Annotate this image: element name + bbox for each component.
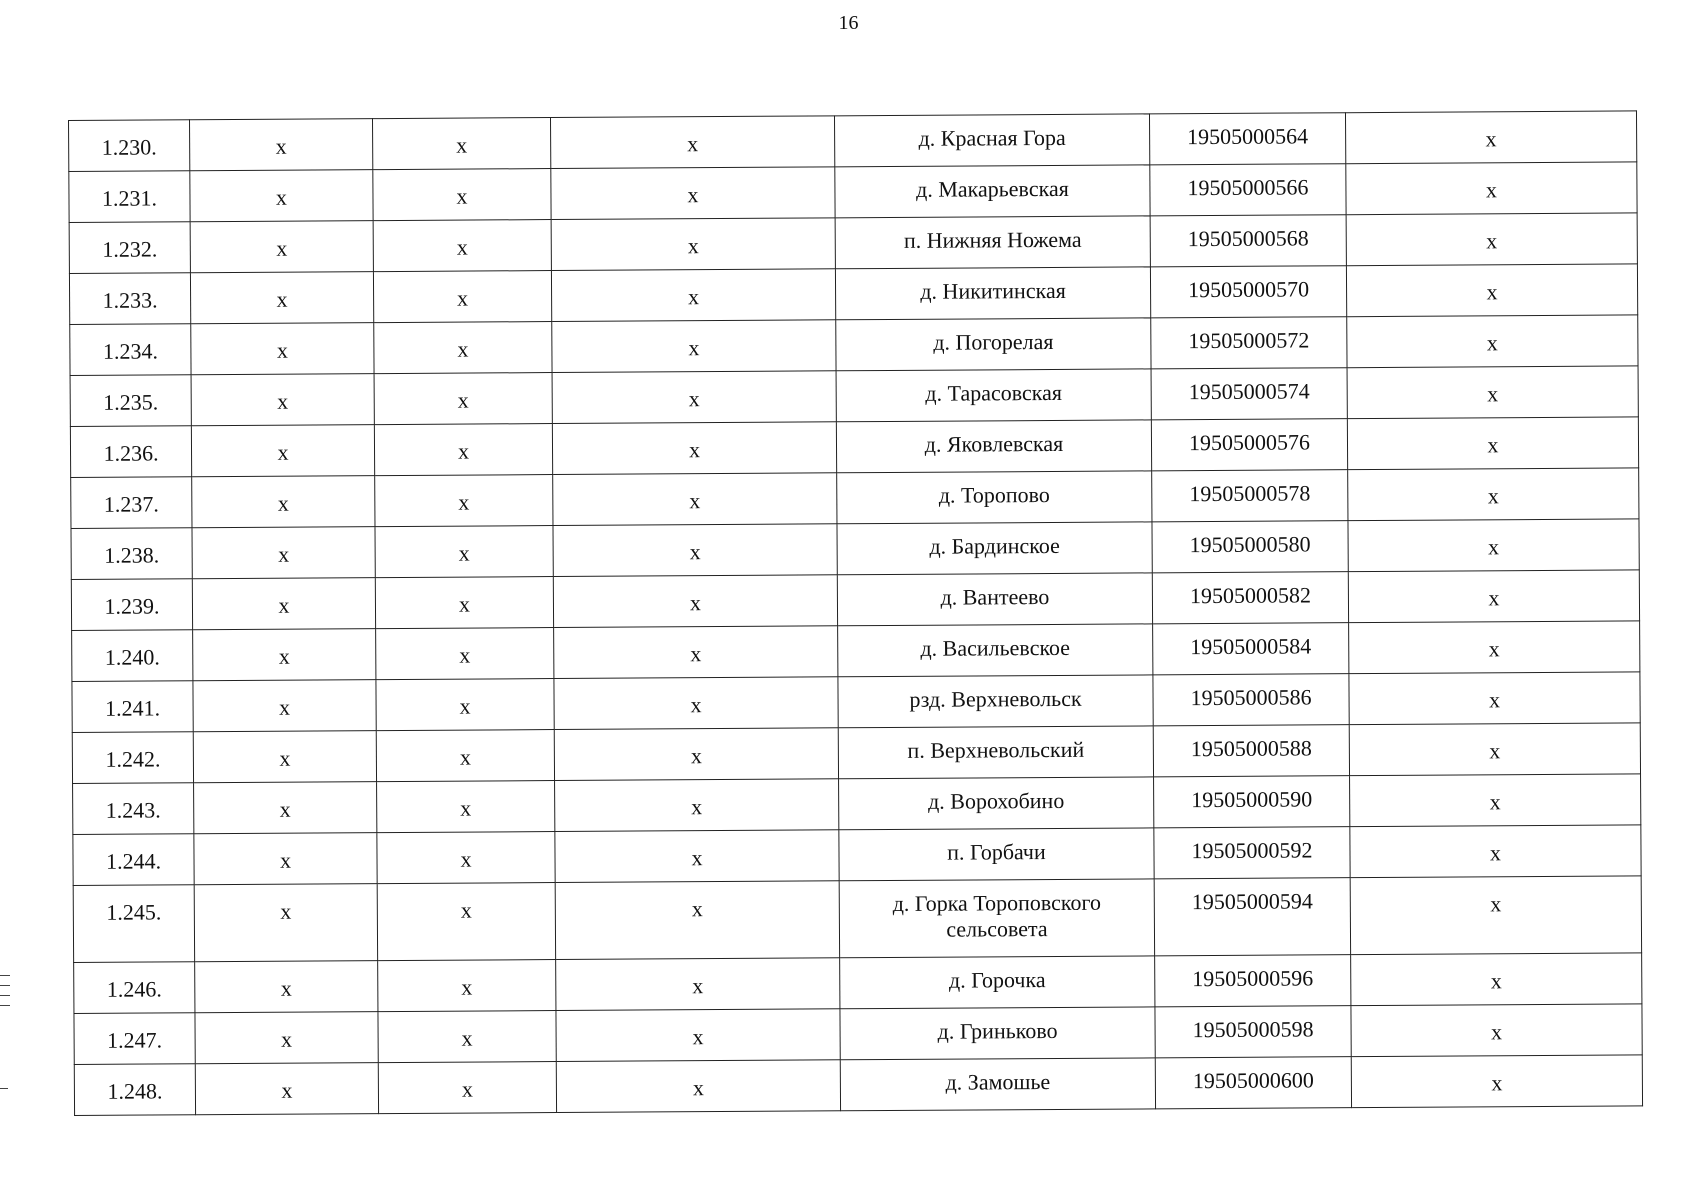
x-cell-2: х [194,884,377,962]
x-cell-2: х [193,680,376,732]
x-cell-4: х [552,320,836,373]
settlement-name-cell: п. Верхневольский [838,726,1153,779]
row-number-cell: 1.241. [72,681,193,733]
page-number: 16 [838,12,859,34]
x-cell-3: х [376,730,554,782]
x-cell-4: х [554,728,838,781]
oktmo-code-cell: 19505000584 [1153,623,1349,675]
x-cell-7: х [1351,1004,1642,1057]
x-cell-4: х [551,269,835,322]
oktmo-code-cell: 19505000592 [1154,827,1350,879]
x-cell-7: х [1349,723,1640,776]
x-cell-7: х [1349,672,1640,725]
oktmo-code-cell: 19505000590 [1154,776,1350,828]
settlement-name-cell: д. Вантеево [837,573,1152,626]
row-number-cell: 1.245. [73,885,194,963]
oktmo-code-cell: 19505000582 [1152,572,1348,624]
oktmo-code-cell: 19505000580 [1152,521,1348,573]
row-number-cell: 1.243. [73,783,194,835]
settlements-table-wrapper [68,110,1642,1116]
x-cell-3: х [373,220,551,272]
oktmo-code-cell: 19505000576 [1151,419,1347,471]
settlement-name-cell: д. Ворохобино [839,777,1154,830]
settlement-name-cell: д. Горочка [840,956,1155,1009]
oktmo-code-cell: 19505000566 [1150,164,1346,216]
x-cell-2: х [193,629,376,681]
x-cell-2: х [190,119,373,171]
x-cell-2: х [194,782,377,834]
table-row [74,1055,1642,1116]
x-cell-3: х [377,883,555,961]
x-cell-2: х [191,425,374,477]
x-cell-2: х [192,578,375,630]
x-cell-2: х [190,272,373,324]
x-cell-7: х [1346,264,1637,317]
scan-mark [0,995,10,996]
x-cell-7: х [1350,774,1641,827]
x-cell-7: х [1350,876,1641,955]
x-cell-2: х [195,1063,378,1115]
settlements-table [68,110,1643,1116]
oktmo-code-cell: 19505000564 [1149,113,1345,165]
row-number-cell: 1.230. [69,120,190,172]
x-cell-2: х [190,221,373,273]
settlement-name-cell: д. Яковлевская [836,420,1151,473]
settlement-name-cell: рзд. Верхневольск [838,675,1153,728]
x-cell-2: х [195,1012,378,1064]
scan-mark [0,1005,10,1006]
x-cell-7: х [1345,111,1636,164]
x-cell-3: х [378,1011,556,1063]
x-cell-2: х [193,731,376,783]
x-cell-7: х [1347,417,1638,470]
settlement-name-cell: д. Макарьевская [835,165,1150,218]
settlement-name-cell: д. Красная Гора [834,114,1149,167]
x-cell-4: х [555,779,839,832]
settlement-name-cell: д. Бардинское [837,522,1152,575]
settlement-name-cell: д. Горка Тороповского сельсовета [839,879,1154,958]
settlement-name-cell: п. Горбачи [839,828,1154,881]
settlement-name-cell: д. Васильевское [838,624,1153,677]
x-cell-3: х [375,475,553,527]
x-cell-7: х [1348,570,1639,623]
x-cell-3: х [378,1062,556,1114]
row-number-cell: 1.232. [69,222,190,274]
settlement-name-cell: д. Погорелая [836,318,1151,371]
oktmo-code-cell: 19505000594 [1154,878,1350,956]
x-cell-3: х [377,781,555,833]
scan-mark [0,975,10,976]
table-row [73,876,1641,963]
x-cell-3: х [376,628,554,680]
row-number-cell: 1.247. [74,1013,195,1065]
settlement-name-cell: д. Гриньково [840,1007,1155,1060]
row-number-cell: 1.248. [74,1064,195,1116]
x-cell-4: х [552,422,836,475]
x-cell-4: х [556,958,840,1011]
row-number-cell: 1.239. [71,579,192,631]
oktmo-code-cell: 19505000600 [1155,1057,1351,1109]
x-cell-2: х [191,323,374,375]
row-number-cell: 1.235. [70,375,191,427]
row-number-cell: 1.237. [71,477,192,529]
x-cell-3: х [374,424,552,476]
x-cell-3: х [377,832,555,884]
row-number-cell: 1.233. [69,273,190,325]
x-cell-3: х [372,118,550,170]
x-cell-3: х [374,373,552,425]
x-cell-4: х [551,167,835,220]
x-cell-4: х [556,1060,840,1113]
row-number-cell: 1.231. [69,171,190,223]
x-cell-2: х [191,374,374,426]
settlement-name-cell: п. Нижняя Ножема [835,216,1150,269]
x-cell-7: х [1347,315,1638,368]
x-cell-2: х [192,527,375,579]
x-cell-7: х [1351,953,1642,1006]
oktmo-code-cell: 19505000574 [1151,368,1347,420]
row-number-cell: 1.244. [73,834,194,886]
row-number-cell: 1.238. [71,528,192,580]
x-cell-4: х [550,116,834,169]
x-cell-7: х [1346,213,1637,266]
x-cell-3: х [374,322,552,374]
oktmo-code-cell: 19505000568 [1150,215,1346,267]
x-cell-7: х [1347,366,1638,419]
x-cell-4: х [553,473,837,526]
x-cell-2: х [195,961,378,1013]
x-cell-3: х [373,271,551,323]
oktmo-code-cell: 19505000596 [1155,955,1351,1007]
x-cell-4: х [553,575,837,628]
x-cell-4: х [553,524,837,577]
row-number-cell: 1.236. [70,426,191,478]
x-cell-3: х [375,526,553,578]
settlement-name-cell: д. Никитинская [835,267,1150,320]
x-cell-7: х [1348,519,1639,572]
x-cell-3: х [376,679,554,731]
x-cell-2: х [192,476,375,528]
x-cell-4: х [554,626,838,679]
x-cell-7: х [1350,825,1641,878]
oktmo-code-cell: 19505000588 [1153,725,1349,777]
row-number-cell: 1.234. [70,324,191,376]
x-cell-2: х [194,833,377,885]
x-cell-7: х [1351,1055,1642,1108]
x-cell-4: х [555,881,839,960]
oktmo-code-cell: 19505000598 [1155,1006,1351,1058]
x-cell-4: х [552,371,836,424]
scan-mark [0,1088,8,1089]
x-cell-3: х [373,169,551,221]
x-cell-7: х [1349,621,1640,674]
scan-mark [0,985,10,986]
row-number-cell: 1.242. [72,732,193,784]
x-cell-4: х [556,1009,840,1062]
oktmo-code-cell: 19505000570 [1150,266,1346,318]
settlement-name-cell: д. Замошье [840,1058,1155,1111]
x-cell-7: х [1348,468,1639,521]
x-cell-4: х [554,677,838,730]
oktmo-code-cell: 19505000572 [1151,317,1347,369]
settlement-name-cell: д. Тарасовская [836,369,1151,422]
x-cell-4: х [551,218,835,271]
x-cell-4: х [555,830,839,883]
settlement-name-cell: д. Торопово [837,471,1152,524]
x-cell-3: х [378,960,556,1012]
row-number-cell: 1.246. [74,962,195,1014]
x-cell-3: х [375,577,553,629]
row-number-cell: 1.240. [72,630,193,682]
oktmo-code-cell: 19505000586 [1153,674,1349,726]
oktmo-code-cell: 19505000578 [1152,470,1348,522]
x-cell-2: х [190,170,373,222]
x-cell-7: х [1346,162,1637,215]
table-body [69,111,1643,1116]
